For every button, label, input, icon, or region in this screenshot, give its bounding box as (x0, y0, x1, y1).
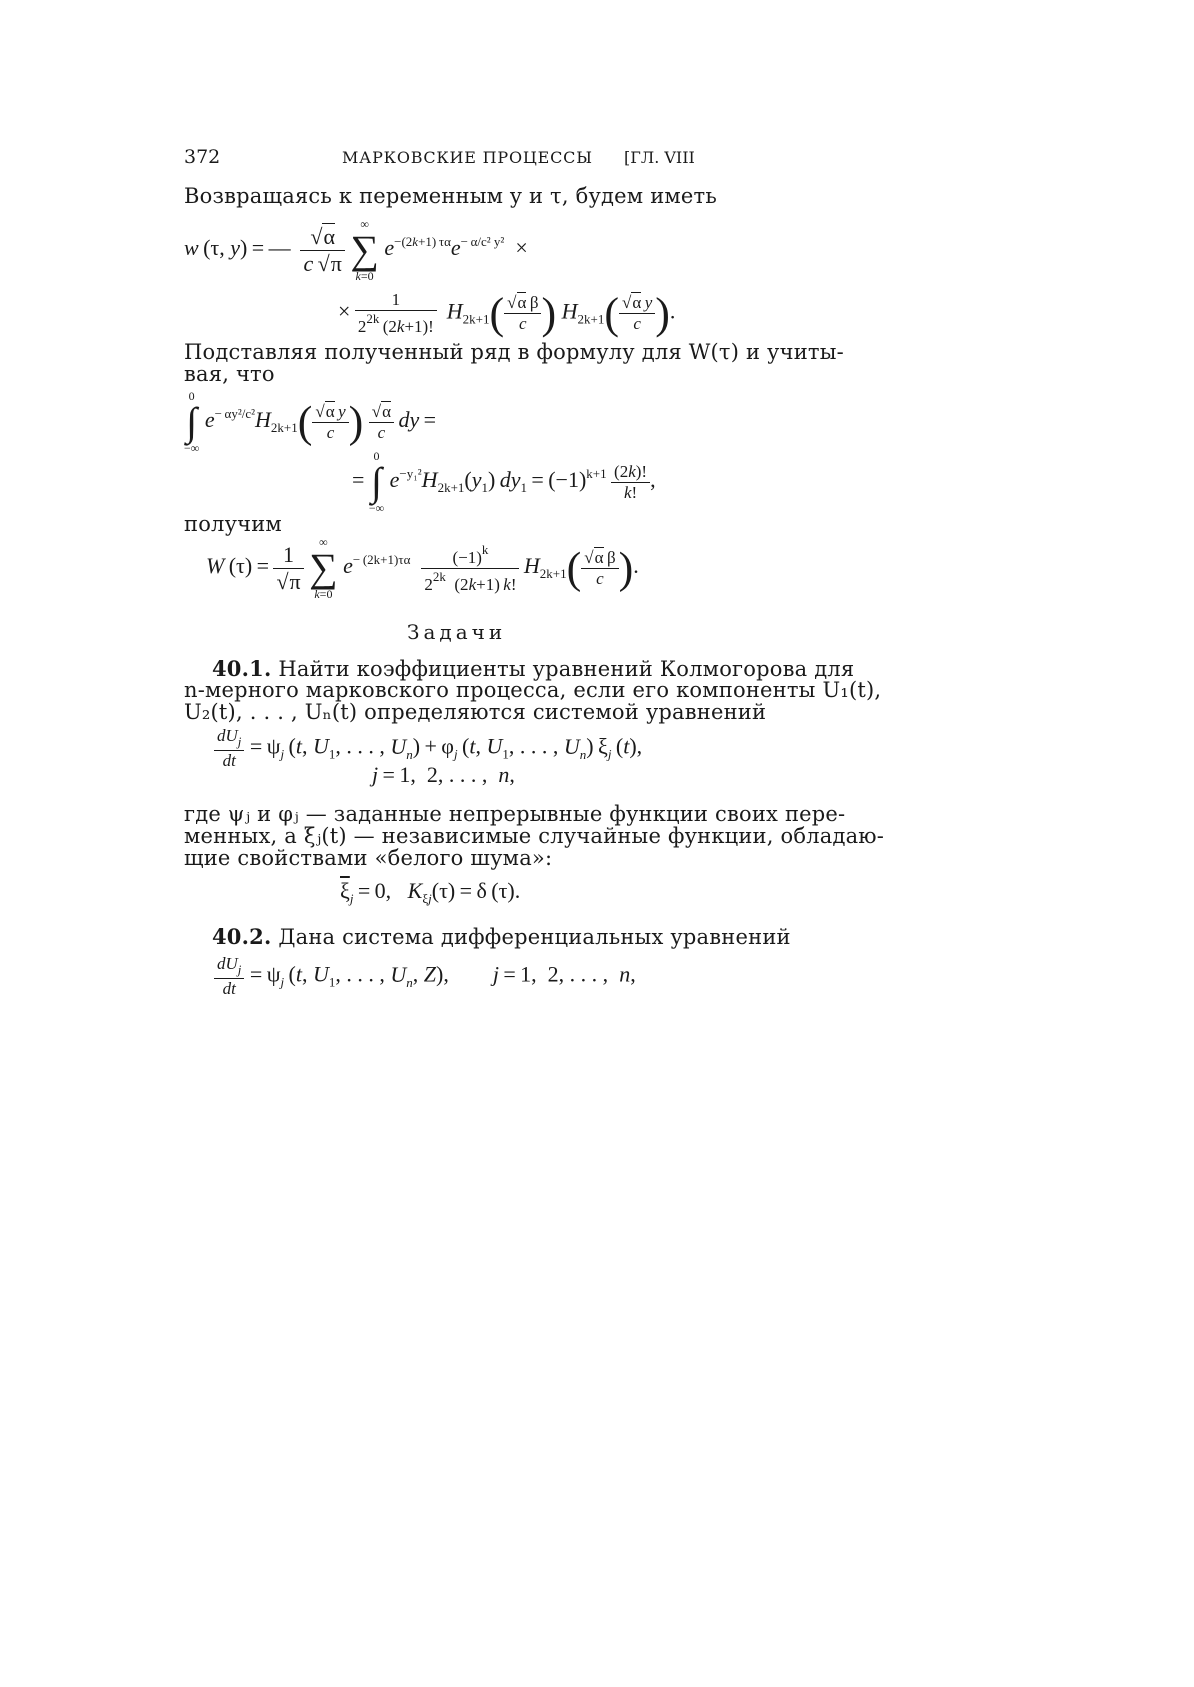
problem-40-1-after-line2: менных, а ξⱼ(t) — независимые случайные функции, обладаю- (184, 824, 885, 848)
problem-40-2-number: 40.2. (212, 924, 272, 949)
paragraph-substitution-line2: вая, что (184, 362, 275, 386)
section-title: Задачи (407, 620, 507, 644)
formula-system-index: j = 1, 2, . . . , n, (372, 762, 515, 787)
formula-w-line2: × $\frac{1}{2^{2k} (2k+1)!}$ $H_{2k+1}$( $\frac{\text{√α β}}{c}$ ) $H_{2k+1}$( $\frac{\text{√α y}}{c}$ ). (338, 289, 676, 338)
page-number: 372 (184, 146, 221, 168)
problem-40-1-line3: U₂(t), . . . , Uₙ(t) определяются системой уравнений (184, 700, 767, 724)
formula-W-tau: W (τ) = $\frac{1}{√\pi}$ ∞ ∑ k=0 $e^{- (2k+1)\tau\alpha}$ $\frac{(-1)^k}{2^{2k} (2k+1) k!}$ $H_{2k+1}$( $\frac{\text{√α β}}{c}$ ). (206, 535, 639, 601)
problem-40-1-line2: n-мерного марковского процесса, если его компоненты U₁(t), (184, 678, 882, 702)
problem-40-1-after-line1: где ψⱼ и φⱼ — заданные непрерывные функции своих пере- (184, 802, 846, 826)
formula-system-40-1: $\frac{dU_j}{dt}$ = $\psi_j$ (t, $U_1$, . . . , $U_n) + \varphi_j$ (t, $U_1$, . . . , $U_n$) $\xi_j$ (t), (214, 726, 642, 771)
problem-40-2-text-line1: Дана система дифференциальных уравнений (278, 925, 791, 949)
problem-40-1-after-line3: щие свойствами «белого шума»: (184, 846, 553, 870)
paragraph-obtain: получим (184, 512, 282, 536)
chapter-label: [ГЛ. VIII (624, 148, 695, 167)
formula-w-line1: w (τ, y) = — $\frac{√\alpha}{c √\pi}$ ∞ ∑ k=0 $e^{-(2k+1) \tau\alpha}e^{- \alpha/c^2 y^2}$ × (184, 217, 528, 283)
running-title: МАРКОВСКИЕ ПРОЦЕССЫ (342, 148, 593, 167)
formula-integral-line1: 0 ∫ −∞ $e^{- \alpha y^2/c^2}H_{2k+1}$( $\frac{\text{√α y}}{c}$ ) $\frac{√\alpha}{c}$ dy = (184, 389, 437, 455)
problem-40-1-number: 40.1. (212, 656, 272, 681)
formula-system-40-2: $\frac{dU_j}{dt}$ = $\psi_j$ (t, $U_1$, . . . , $U_n$, Z), j = 1, 2, . . . , n, (214, 954, 636, 999)
formula-white-noise: $\overline{\xi}_j = 0$, $K_{\xi j}(\tau) = \delta$ (τ). (340, 878, 521, 906)
problem-40-2-line1 (212, 924, 791, 949)
paragraph-intro: Возвращаясь к переменным y и τ, будем иметь (184, 184, 718, 208)
formula-integral-line2: = 0 ∫ −∞ $e^{-y_1^2}H_{2k+1}(y_1) dy_1 = (-1)^{k+1}$ $\frac{(2k)!}{k!}$ , (352, 449, 656, 515)
problem-40-1-text-line1: Найти коэффициенты уравнений Колмогорова для (278, 657, 855, 681)
paragraph-substitution-line1: Подставляя полученный ряд в формулу для W(τ) и учиты- (184, 340, 844, 364)
